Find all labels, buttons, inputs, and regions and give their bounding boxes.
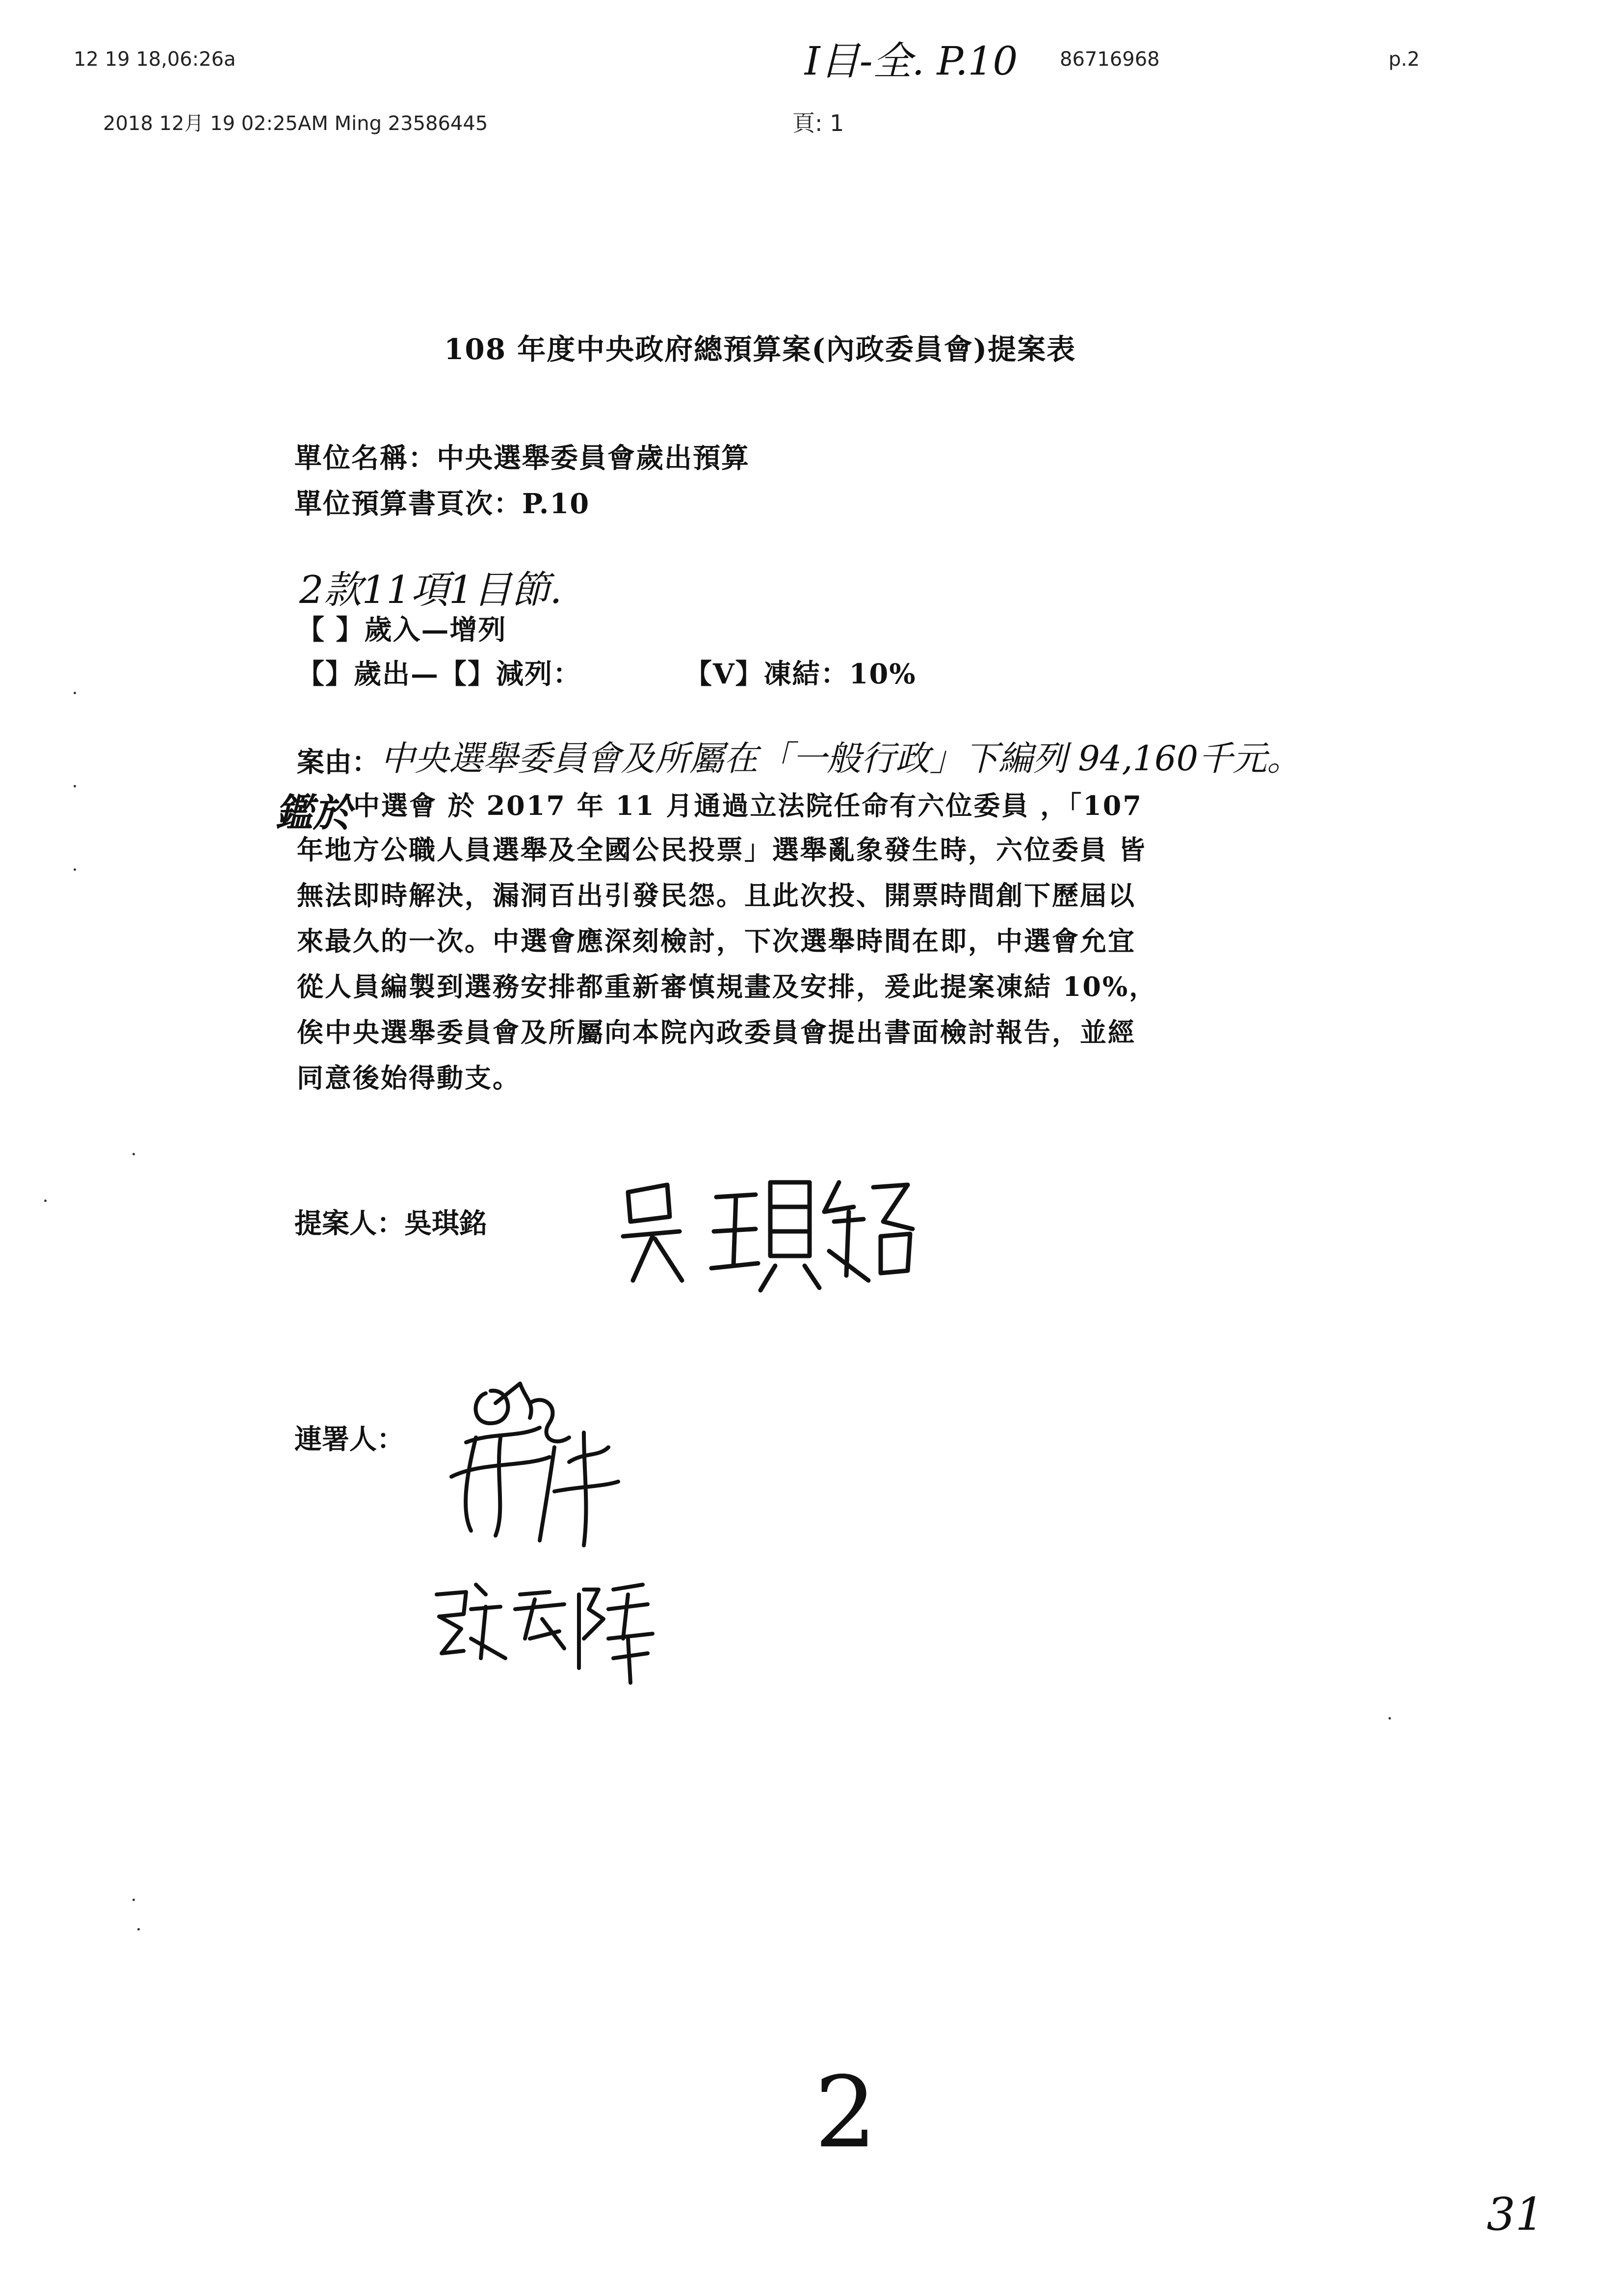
- freeze-option: 【V】凍結：10%: [684, 658, 917, 690]
- handwritten-page-number: 2: [814, 2056, 877, 2170]
- unit-budget-page: 單位預算書頁次：P.10: [294, 488, 590, 520]
- body-line-4: 來最久的一次。中選會應深刻檢討，下次選舉時間在即，中選會允宜: [297, 925, 1136, 957]
- revenue-option: 【 】歲入—增列: [297, 614, 507, 646]
- handwritten-reference: I目-全. P.10: [805, 38, 1018, 84]
- body-line-5: 從人員編製到選務安排都重新審慎規畫及安排，爰此提案凍結 10%，: [297, 971, 1157, 1002]
- scan-speck: [1388, 1717, 1391, 1720]
- proposer-signature: [608, 1138, 922, 1300]
- cosigner-label: 連署人：: [294, 1423, 404, 1456]
- scan-speck: [132, 1899, 135, 1901]
- scan-speck: [44, 1200, 47, 1202]
- scan-speck: [137, 1928, 140, 1931]
- body-prefix-handwritten: 鑑於: [275, 791, 352, 835]
- scan-speck: [74, 868, 76, 871]
- handwritten-item-note: 2款11項1目節.: [299, 568, 562, 612]
- fax-datetime: 12 19 18,06:26a: [74, 48, 236, 71]
- case-handwritten: 中央選舉委員會及所屬在「一般行政」下編列 94,160千元。: [380, 738, 1302, 779]
- fax-page-label: 頁: 1: [792, 110, 844, 136]
- body-line-3: 無法即時解決，漏洞百出引發民怨。且此次投、開票時間創下歷屆以: [297, 880, 1136, 911]
- fax-number: 86716968: [1060, 48, 1160, 71]
- handwritten-corner-number: 31: [1487, 2188, 1545, 2241]
- case-label: 案由：: [297, 746, 379, 779]
- body-line-7: 同意後始得動支。: [297, 1062, 521, 1094]
- expense-option: 【】歲出—【】減列：: [297, 658, 581, 690]
- fax-page: p.2: [1388, 48, 1420, 71]
- document-title: 108 年度中央政府總預算案(內政委員會)提案表: [444, 333, 1076, 366]
- scan-speck: [132, 1153, 135, 1155]
- body-line-6: 俟中央選舉委員會及所屬向本院內政委員會提出書面檢討報告，並經: [297, 1017, 1136, 1048]
- fax-transmission-line: 2018 12月 19 02:25AM Ming 23586445: [103, 112, 488, 135]
- body-line-2: 年地方公職人員選舉及全國公民投票」選舉亂象發生時，六位委員 皆: [297, 834, 1147, 865]
- body-line-1: 中選會 於 2017 年 11 月通過立法院任命有六位委員 ，「107: [353, 790, 1143, 821]
- proposer-label: 提案人：吳琪銘: [294, 1207, 487, 1240]
- scan-speck: [74, 692, 76, 694]
- scan-speck: [74, 785, 76, 787]
- unit-name: 單位名稱：中央選舉委員會歲出預算: [294, 442, 750, 474]
- cosigner-signatures: [422, 1364, 697, 1717]
